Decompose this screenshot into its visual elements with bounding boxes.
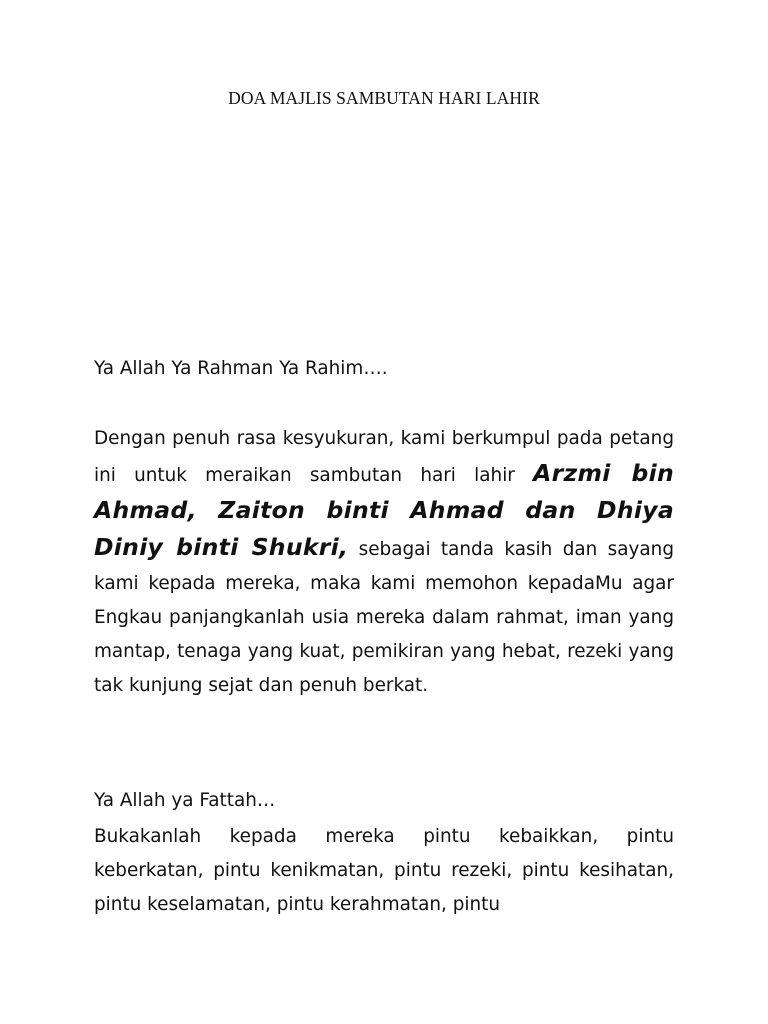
document-title: DOA MAJLIS SAMBUTAN HARI LAHIR	[228, 88, 540, 108]
opening-invocation: Ya Allah Ya Rahman Ya Rahim….	[94, 358, 388, 379]
gratitude-text-start: Dengan penuh rasa kesyukuran, kami berkumpul pada petang ini untuk meraikan sambutan hari lahir	[94, 428, 674, 486]
gratitude-paragraph	[94, 422, 674, 703]
second-invocation: Ya Allah ya Fattah…	[94, 790, 276, 811]
opening-doors-paragraph: Bukakanlah kepada mereka pintu kebaikkan, pintu keberkatan, pintu kenikmatan, pintu rezeki, pintu kesihatan, pintu keselamatan, pintu kerahmatan, pintu	[94, 826, 674, 915]
gratitude-text-end: sebagai tanda kasih dan sayang kami kepada mereka, maka kami memohon kepadaMu agar Engkau panjangkanlah usia mereka dalam rahmat, iman yang mantap, tenaga yang kuat, pemikiran yang hebat, rezeki yang tak kunjung sejat dan penuh berkat.	[94, 539, 675, 696]
birthday-names: Arzmi bin Ahmad, Zaiton binti Ahmad dan Dhiya Diniy binti Shukri,	[94, 459, 674, 561]
